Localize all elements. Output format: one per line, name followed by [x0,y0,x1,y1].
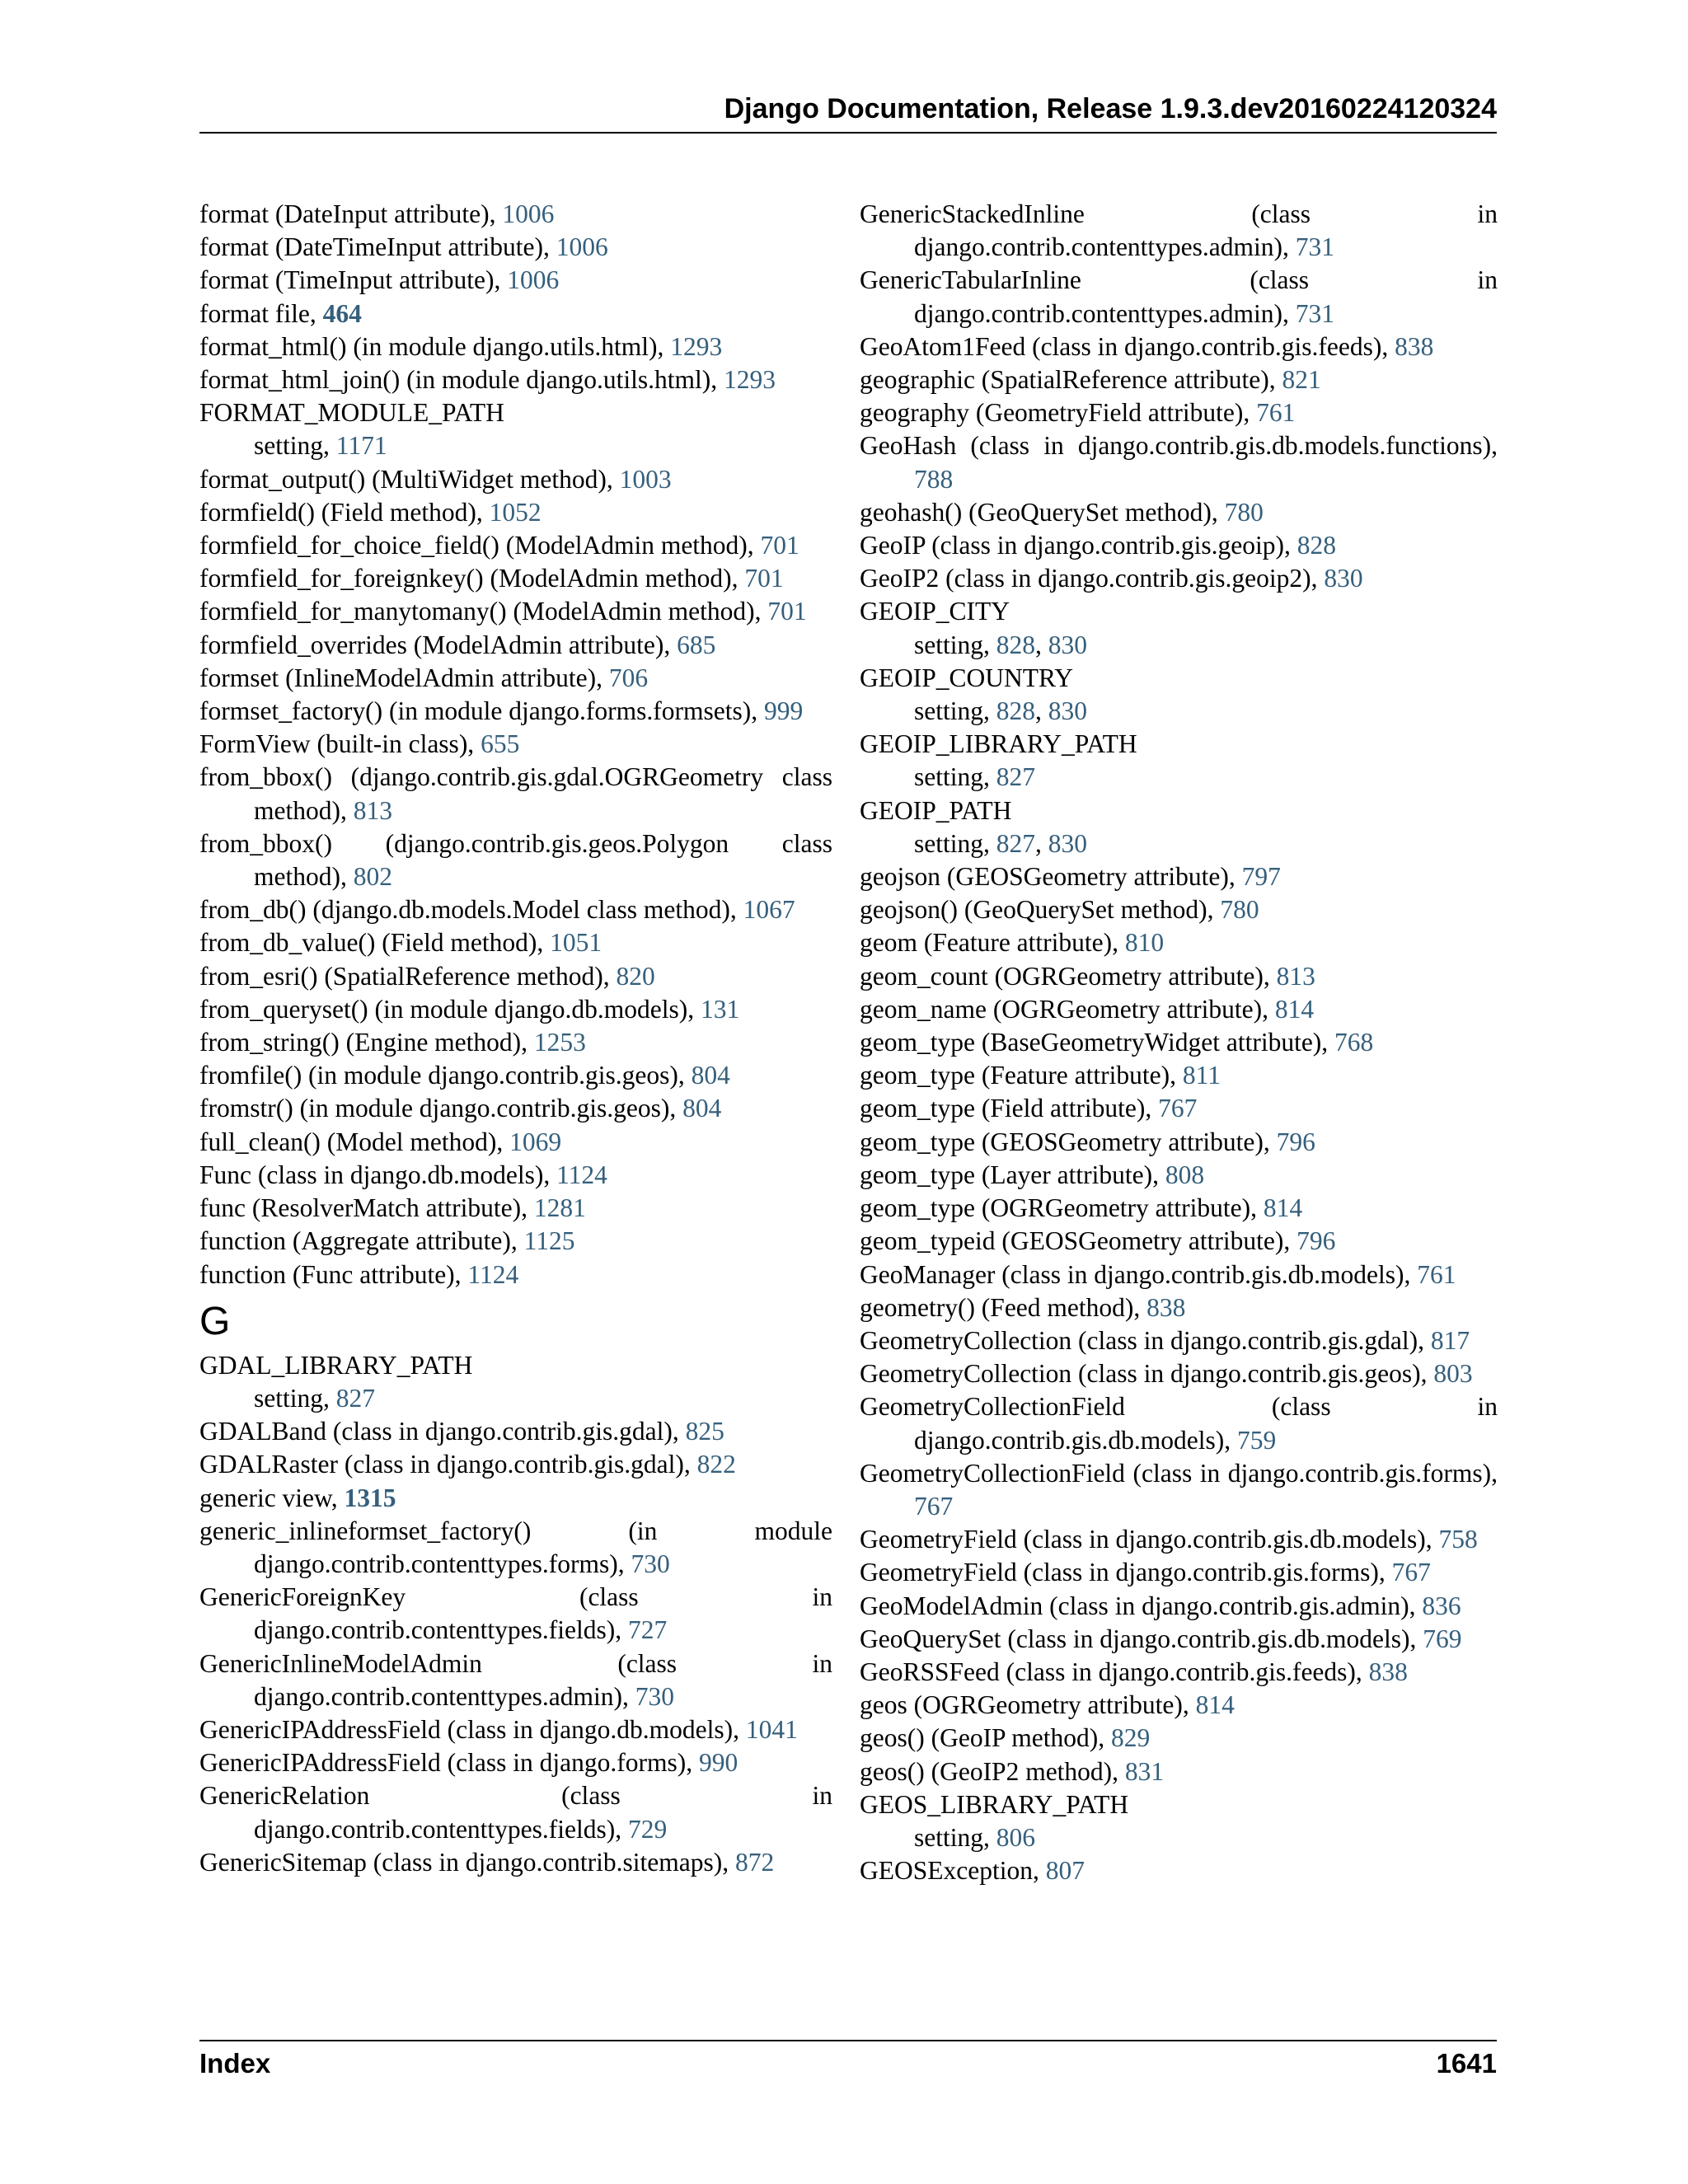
index-entry [199,1415,832,1448]
page-reference-link[interactable]: 758 [1438,1525,1478,1554]
page-reference-link[interactable]: 655 [481,729,520,759]
index-term: FORMAT_MODULE_PATH [199,398,504,428]
index-term: format_output() (MultiWidget method), [199,464,620,494]
index-term: GenericSitemap (class in django.contrib.sitemaps), [199,1847,735,1877]
index-entry [199,496,832,529]
index-term: function (Func attribute), [199,1259,468,1289]
index-subentry: setting, 828, 830 [914,630,1087,659]
page-reference-link[interactable]: 838 [1368,1657,1408,1686]
page-reference-link[interactable]: 811 [1182,1061,1221,1090]
index-entry [199,1192,832,1225]
index-entry [860,728,1498,761]
index-entry [860,595,1498,628]
index-entry [860,1755,1498,1788]
index-entry [199,1846,832,1879]
index-term: formfield() (Field method), [199,497,490,527]
index-entry [199,1482,832,1515]
index-entry [860,1788,1498,1821]
page-reference-link[interactable]: 769 [1423,1624,1462,1653]
index-entry [860,860,1498,893]
page-reference-link[interactable]: 836 [1422,1591,1461,1620]
page-reference-link[interactable]: 828 [996,696,1035,726]
index-term: GenericIPAddressField (class in django.forms), [199,1748,699,1778]
index-entry [860,1854,1498,1887]
page-reference-link[interactable]: 731 [1295,232,1335,262]
page-reference-link[interactable]: 999 [763,696,804,726]
page-reference-link[interactable]: 814 [1195,1690,1235,1720]
index-entry [199,463,832,496]
page-reference-link[interactable]: 1315 [344,1483,396,1512]
index-entry [860,562,1498,595]
page-reference-link[interactable]: 1041 [745,1714,798,1744]
index-term: geom_type (Feature attribute), [860,1061,1183,1090]
page-reference-link[interactable]: 1293 [724,365,776,395]
index-entry [199,926,832,959]
page-reference-link[interactable]: 727 [628,1615,668,1645]
index-entry [199,960,832,993]
page-reference-link[interactable]: 706 [608,663,649,692]
index-term: GEOIP_COUNTRY [860,663,1074,692]
page-reference-link[interactable]: 1069 [509,1127,562,1156]
page-reference-link[interactable]: 731 [1295,298,1335,328]
index-term: from_db_value() (Field method), [199,928,551,958]
index-term: format (DateInput attribute), [199,199,503,228]
index-entry [199,1092,832,1125]
index-entry [860,993,1498,1026]
index-term: GeometryCollectionField (class in django.contrib.gis.forms), [860,1458,1498,1488]
index-entry [860,396,1498,429]
index-entry [199,1779,832,1845]
index-entry [199,298,832,330]
page-reference-link[interactable]: 701 [767,597,807,626]
page-reference-link[interactable]: 685 [677,630,716,659]
index-term: from_db() (django.db.models.Model class method), [199,895,743,925]
index-entry [860,496,1498,529]
index-entry [199,1059,832,1092]
page-reference-link[interactable]: 767 [1158,1094,1198,1123]
index-term: geos() (GeoIP2 method), [860,1756,1125,1786]
index-term: setting, [914,696,996,726]
index-term: setting, [914,1822,996,1852]
index-term: setting, [254,1383,336,1413]
index-term: GeoManager (class in django.contrib.gis.db.models), [860,1259,1418,1289]
index-entry [199,761,832,827]
index-term: from_bbox() (django.contrib.gis.geos.Polygon class method), [199,828,832,892]
index-entry [860,529,1498,562]
index-entry [860,794,1498,827]
index-entry [860,1457,1498,1523]
page-reference-link[interactable]: 1003 [619,464,672,494]
page-reference-link[interactable]: 1006 [556,232,608,262]
index-entry [860,1291,1498,1324]
page-reference-link[interactable]: 829 [1111,1723,1151,1753]
page-reference-link[interactable]: 814 [1274,994,1315,1024]
page-reference-link[interactable]: 796 [1296,1226,1336,1256]
page-reference-link[interactable]: 806 [996,1822,1035,1852]
index-term: function (Aggregate attribute), [199,1226,524,1256]
index-entry [199,562,832,595]
index-term: geom_typeid (GEOSGeometry attribute), [860,1226,1297,1256]
page-reference-link[interactable]: 810 [1124,928,1165,958]
page-reference-link[interactable]: 780 [1224,497,1264,527]
index-term: geographic (SpatialReference attribute), [860,365,1282,395]
index-entry [199,1581,832,1647]
index-entry [860,1192,1498,1225]
index-term: GeometryField (class in django.contrib.gis.forms), [860,1558,1392,1587]
index-term: format (TimeInput attribute), [199,265,508,295]
index-entry [860,1126,1498,1159]
page-reference-link[interactable]: 831 [1124,1756,1165,1786]
index-entry [199,1258,832,1291]
index-entry [860,1656,1498,1689]
index-entry [860,1059,1498,1092]
index-entry [199,1448,832,1481]
index-entry [860,363,1498,396]
page-reference-link[interactable]: 872 [734,1847,775,1877]
index-term: from_queryset() (in module django.db.models), [199,994,701,1024]
index-term: generic view, [199,1483,345,1512]
index-entry [199,662,832,695]
page-reference-link[interactable]: 804 [682,1094,722,1123]
index-term: format_html() (in module django.utils.html), [199,331,671,361]
index-entry [860,429,1498,495]
index-term: geom_type (Field attribute), [860,1094,1159,1123]
index-entry [199,629,832,662]
page-reference-link[interactable]: 822 [696,1450,736,1479]
index-entry [860,1590,1498,1623]
index-subentry [860,1821,1498,1854]
page-reference-link[interactable]: 701 [744,564,784,593]
page-reference-link[interactable]: 464 [322,298,362,328]
page-reference-link[interactable]: 804 [691,1061,730,1090]
index-term: GeoAtom1Feed (class in django.contrib.gis.feeds), [860,331,1395,361]
index-term: setting, [914,630,996,659]
index-entry [860,330,1498,363]
index-term: fromfile() (in module django.contrib.gis.geos), [199,1061,692,1090]
running-header: Django Documentation, Release 1.9.3.dev20160224120324 [199,92,1497,134]
index-term: formset (InlineModelAdmin attribute), [199,663,609,692]
index-entry [860,1357,1498,1390]
index-term: GEOS_LIBRARY_PATH [860,1789,1129,1819]
page-reference-link[interactable]: 827 [996,762,1035,792]
index-entry [860,1390,1498,1456]
index-entry [199,893,832,926]
page-reference-link[interactable]: 821 [1282,365,1321,395]
index-entry [860,1225,1498,1258]
index-term: GeoRSSFeed (class in django.contrib.gis.feeds), [860,1657,1369,1686]
index-term: GeometryCollection (class in django.contrib.gis.gdal), [860,1325,1431,1355]
index-term: GeoIP2 (class in django.contrib.gis.geoip2), [860,564,1325,593]
page-reference-link[interactable]: 1293 [670,331,723,361]
index-entry [199,198,832,231]
index-subentry: setting, 828, 830 [914,696,1087,726]
page-reference-link[interactable]: 1006 [502,199,555,228]
index-entry [199,1126,832,1159]
page-reference-link[interactable]: 830 [1048,828,1087,858]
page-reference-link[interactable]: 838 [1395,331,1434,361]
page-reference-link[interactable]: 767 [914,1491,954,1521]
page-reference-link[interactable]: 830 [1048,630,1087,659]
index-subentry: setting, 827, 830 [914,828,1087,858]
page-reference-link[interactable]: 838 [1146,1292,1186,1322]
page-reference-link[interactable]: 1052 [489,497,542,527]
index-term: GEOIP_LIBRARY_PATH [860,729,1137,759]
page-reference-link[interactable]: 827 [335,1383,375,1413]
index-term: geom_type (Layer attribute), [860,1160,1165,1189]
index-entry [199,1159,832,1192]
page-reference-link[interactable]: 780 [1220,895,1259,925]
index-entry [860,926,1498,959]
page-reference-link[interactable]: 1067 [743,895,795,925]
page-reference-link[interactable]: 1124 [556,1160,607,1189]
index-term: GenericRelation (class in django.contrib.contenttypes.fields), [199,1781,832,1844]
index-term: fromstr() (in module django.contrib.gis.geos), [199,1094,683,1123]
page-number: 1641 [1436,2048,1497,2079]
index-term: GeoHash (class in django.contrib.gis.db.models.functions), [860,431,1498,461]
index-column-left [199,198,832,1879]
index-entry [199,264,832,297]
index-term: func (ResolverMatch attribute), [199,1193,534,1223]
index-entry [199,1647,832,1713]
index-entry [199,993,832,1026]
index-term: GeometryField (class in django.contrib.gis.db.models), [860,1525,1439,1554]
index-term: geos() (GeoIP method), [860,1723,1112,1753]
index-term: GeoIP (class in django.contrib.gis.geoip), [860,531,1297,560]
index-term: format (DateTimeInput attribute), [199,232,556,262]
index-term: FormView (built-in class), [199,729,481,759]
page-reference-link[interactable]: 1281 [533,1193,586,1223]
page-reference-link[interactable]: 828 [996,630,1035,659]
page-reference-link[interactable]: 802 [353,862,392,892]
index-entry [199,1026,832,1059]
page-reference-link[interactable]: 701 [760,531,799,560]
index-term: GeometryCollection (class in django.contrib.gis.geos), [860,1359,1434,1389]
index-entry [860,1324,1498,1357]
index-term: GeometryCollectionField (class in django.contrib.gis.db.models), [860,1392,1498,1455]
index-entry [860,1623,1498,1656]
index-entry [860,960,1498,993]
index-entry [199,595,832,628]
index-term: geom_type (OGRGeometry attribute), [860,1193,1264,1223]
page-reference-link[interactable]: 830 [1324,564,1363,593]
index-entry [199,695,832,728]
index-term: geom_name (OGRGeometry attribute), [860,994,1275,1024]
index-term: from_esri() (SpatialReference method), [199,961,617,991]
index-term: format_html_join() (in module django.utils.html), [199,365,724,395]
index-entry [860,662,1498,695]
index-term: full_clean() (Model method), [199,1127,510,1156]
page-reference-link[interactable]: 814 [1263,1193,1303,1223]
index-term: from_bbox() (django.contrib.gis.gdal.OGRGeometry class method), [199,762,832,825]
running-footer [199,2040,1497,2079]
index-term: geojson() (GeoQuerySet method), [860,895,1221,925]
index-term: geom_type (BaseGeometryWidget attribute), [860,1028,1335,1057]
page-reference-link[interactable]: 788 [914,464,954,494]
page-reference-link[interactable]: 990 [698,1748,738,1778]
index-subentry [199,429,832,462]
index-term: formfield_for_manytomany() (ModelAdmin method), [199,597,768,626]
page-reference-link[interactable]: 813 [1276,961,1315,991]
index-term: GEOIP_PATH [860,795,1012,825]
index-subentry [860,761,1498,794]
index-term: GEOIP_CITY [860,597,1010,626]
index-entry [860,198,1498,264]
index-term: GenericIPAddressField (class in django.db.models), [199,1714,746,1744]
page-reference-link[interactable]: 825 [685,1417,724,1446]
page-reference-link[interactable]: 817 [1430,1325,1470,1355]
index-entry [199,396,832,429]
index-term: geojson (GEOSGeometry attribute), [860,862,1242,892]
index-term: from_string() (Engine method), [199,1028,534,1057]
index-term: geom_type (GEOSGeometry attribute), [860,1127,1277,1156]
index-term: GenericInlineModelAdmin (class in django.contrib.contenttypes.admin), [199,1648,832,1711]
page-reference-link[interactable]: 813 [353,795,392,825]
index-entry [860,264,1498,330]
page-reference-link[interactable]: 1253 [533,1028,586,1057]
index-term: generic_inlineformset_factory() (in module django.contrib.contenttypes.forms), [199,1516,832,1578]
page-reference-link[interactable]: 828 [1296,531,1336,560]
index-entry [199,1746,832,1779]
page-reference-link[interactable]: 796 [1276,1127,1315,1156]
page-reference-link[interactable]: 803 [1433,1359,1473,1389]
index-entry [860,1689,1498,1722]
index-entry [199,363,832,396]
page-reference-link[interactable]: 730 [635,1681,675,1711]
index-column-right [860,198,1498,1887]
page-reference-link[interactable]: 830 [1048,696,1087,726]
index-term: setting, [254,431,336,461]
page-reference-link[interactable]: 767 [1391,1558,1431,1587]
page-reference-link[interactable]: 131 [701,994,740,1024]
index-term: geos (OGRGeometry attribute), [860,1690,1196,1720]
index-term: formfield_overrides (ModelAdmin attribute), [199,630,678,659]
index-term: Func (class in django.db.models), [199,1160,557,1189]
index-term: GDALBand (class in django.contrib.gis.gdal), [199,1417,686,1446]
page-reference-link[interactable]: 730 [631,1549,670,1578]
index-term: GeoQuerySet (class in django.contrib.gis.db.models), [860,1624,1423,1653]
footer-section: Index [199,2048,271,2079]
page-reference-link[interactable]: 1006 [507,265,560,295]
page-reference-link[interactable]: 1125 [523,1226,575,1256]
page-reference-link[interactable]: 768 [1334,1028,1374,1057]
index-term: formfield_for_choice_field() (ModelAdmin method), [199,531,761,560]
index-term: geom_count (OGRGeometry attribute), [860,961,1277,991]
index-entry [860,1258,1498,1291]
index-entry [860,1026,1498,1059]
index-term: geohash() (GeoQuerySet method), [860,497,1225,527]
index-term: geometry() (Feed method), [860,1292,1147,1322]
index-term: GenericStackedInline (class in django.contrib.contenttypes.admin), [860,199,1498,262]
index-entry [199,1515,832,1581]
index-entry [860,1523,1498,1556]
index-term: GenericTabularInline (class in django.contrib.contenttypes.admin), [860,265,1498,328]
index-term: GDALRaster (class in django.contrib.gis.gdal), [199,1450,697,1479]
index-term: GDAL_LIBRARY_PATH [199,1350,473,1380]
page-reference-link[interactable]: 729 [628,1814,668,1844]
page-reference-link[interactable]: 1171 [335,431,387,461]
index-entry [199,529,832,562]
page-reference-link[interactable]: 1124 [467,1259,519,1289]
index-term: GEOSException, [860,1856,1046,1886]
index-term: GenericForeignKey (class in django.contrib.contenttypes.fields), [199,1582,832,1645]
index-entry [860,1556,1498,1589]
index-letter-heading: G [199,1299,231,1343]
index-subentry [199,1382,832,1415]
page-reference-link[interactable]: 1051 [550,928,603,958]
index-term: setting, [914,828,996,858]
index-entry [199,1713,832,1746]
page-reference-link[interactable]: 820 [616,961,655,991]
index-entry [860,1722,1498,1755]
index-term: format file, [199,298,323,328]
index-entry [199,1225,832,1258]
index-entry [199,728,832,761]
page-reference-link[interactable]: 807 [1045,1856,1085,1886]
page-reference-link[interactable]: 761 [1417,1259,1456,1289]
index-entry [860,1092,1498,1125]
index-entry [860,893,1498,926]
page-reference-link[interactable]: 761 [1256,398,1296,428]
index-entry [199,1349,832,1382]
index-entry [860,1159,1498,1192]
page-reference-link[interactable]: 797 [1241,862,1281,892]
index-term: formfield_for_foreignkey() (ModelAdmin method), [199,564,745,593]
index-term: GeoModelAdmin (class in django.contrib.gis.admin), [860,1591,1423,1620]
index-entry [199,231,832,264]
index-term: geography (GeometryField attribute), [860,398,1257,428]
index-term: setting, [914,762,996,792]
page-reference-link[interactable]: 827 [996,828,1035,858]
index-term: geom (Feature attribute), [860,928,1125,958]
index-entry [199,827,832,893]
index-entry [199,330,832,363]
index-term: formset_factory() (in module django.forms.formsets), [199,696,764,726]
page-reference-link[interactable]: 808 [1165,1160,1205,1189]
page-reference-link[interactable]: 759 [1236,1425,1277,1455]
